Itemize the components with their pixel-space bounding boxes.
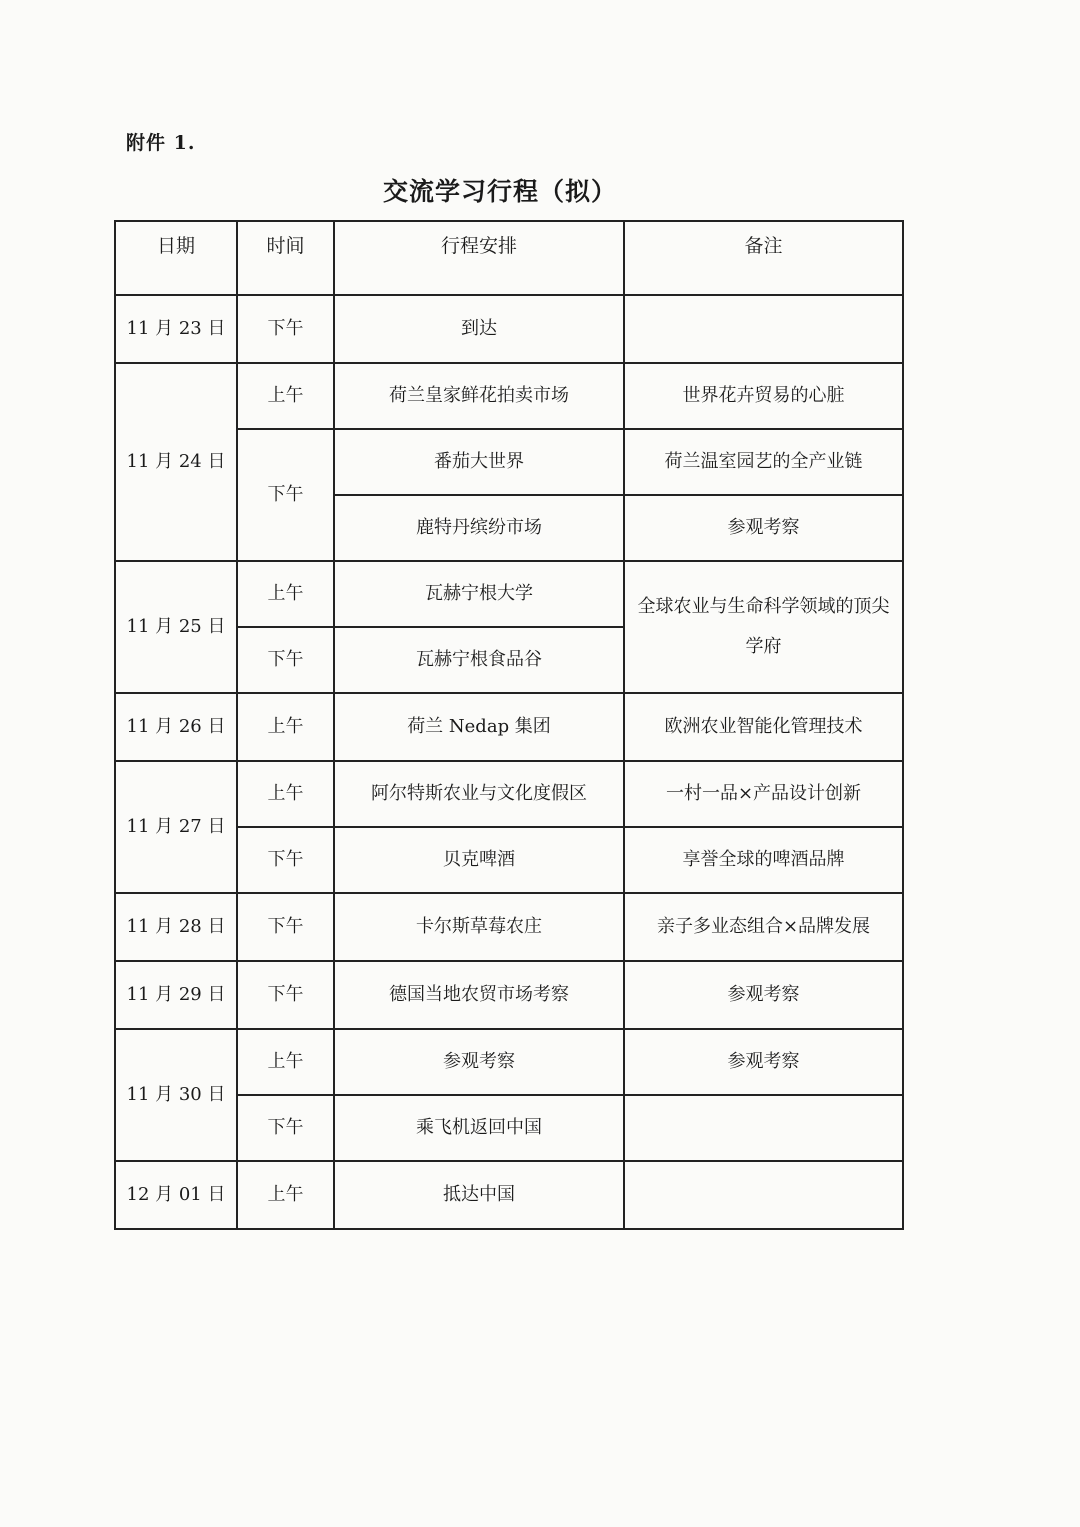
date-cell: 11 月 26 日 xyxy=(115,693,237,761)
table-row xyxy=(115,1161,903,1229)
itinerary-cell: 瓦赫宁根食品谷 xyxy=(334,627,624,693)
header-remarks: 备注 xyxy=(624,221,903,295)
remarks-cell: 参观考察 xyxy=(624,961,903,1029)
itinerary-cell: 鹿特丹缤纷市场 xyxy=(334,495,624,561)
itinerary-cell: 参观考察 xyxy=(334,1029,624,1095)
table-row xyxy=(115,295,903,363)
remarks-cell xyxy=(624,1095,903,1161)
time-cell: 下午 xyxy=(237,627,334,693)
date-cell: 11 月 28 日 xyxy=(115,893,237,961)
time-cell: 下午 xyxy=(237,1095,334,1161)
date-cell: 11 月 30 日 xyxy=(115,1029,237,1161)
time-cell: 下午 xyxy=(237,827,334,893)
remarks-cell: 世界花卉贸易的心脏 xyxy=(624,363,903,429)
time-cell: 上午 xyxy=(237,363,334,429)
header-date: 日期 xyxy=(115,221,237,295)
time-cell: 下午 xyxy=(237,893,334,961)
table-header-row xyxy=(115,221,903,295)
date-cell: 11 月 24 日 xyxy=(115,363,237,561)
remarks-cell: 一村一品×产品设计创新 xyxy=(624,761,903,827)
time-cell: 上午 xyxy=(237,761,334,827)
remarks-cell xyxy=(624,295,903,363)
remarks-cell xyxy=(624,1161,903,1229)
itinerary-cell: 番茄大世界 xyxy=(334,429,624,495)
time-cell: 下午 xyxy=(237,295,334,363)
remarks-cell: 参观考察 xyxy=(624,495,903,561)
remarks-cell: 全球农业与生命科学领域的顶尖学府 xyxy=(624,561,903,693)
date-cell: 11 月 25 日 xyxy=(115,561,237,693)
time-cell: 上午 xyxy=(237,561,334,627)
table-row xyxy=(115,961,903,1029)
itinerary-cell: 卡尔斯草莓农庄 xyxy=(334,893,624,961)
time-cell: 上午 xyxy=(237,693,334,761)
itinerary-table xyxy=(114,220,904,1230)
remarks-cell: 享誉全球的啤酒品牌 xyxy=(624,827,903,893)
itinerary-cell: 荷兰皇家鲜花拍卖市场 xyxy=(334,363,624,429)
time-cell: 上午 xyxy=(237,1029,334,1095)
table-row xyxy=(115,1029,903,1095)
date-cell: 11 月 29 日 xyxy=(115,961,237,1029)
itinerary-cell: 到达 xyxy=(334,295,624,363)
table-row xyxy=(115,561,903,627)
time-cell: 下午 xyxy=(237,961,334,1029)
remarks-cell: 荷兰温室园艺的全产业链 xyxy=(624,429,903,495)
header-itinerary: 行程安排 xyxy=(334,221,624,295)
table-row xyxy=(115,363,903,429)
table-row xyxy=(115,893,903,961)
header-time: 时间 xyxy=(237,221,334,295)
itinerary-cell: 贝克啤酒 xyxy=(334,827,624,893)
table-row xyxy=(115,761,903,827)
itinerary-cell: 乘飞机返回中国 xyxy=(334,1095,624,1161)
document-title: 交流学习行程（拟） xyxy=(382,177,617,206)
itinerary-cell: 德国当地农贸市场考察 xyxy=(334,961,624,1029)
date-cell: 11 月 23 日 xyxy=(115,295,237,363)
itinerary-cell: 阿尔特斯农业与文化度假区 xyxy=(334,761,624,827)
date-cell: 12 月 01 日 xyxy=(115,1161,237,1229)
time-cell: 上午 xyxy=(237,1161,334,1229)
remarks-cell: 欧洲农业智能化管理技术 xyxy=(624,693,903,761)
itinerary-cell: 瓦赫宁根大学 xyxy=(334,561,624,627)
date-cell: 11 月 27 日 xyxy=(115,761,237,893)
remarks-cell: 亲子多业态组合×品牌发展 xyxy=(624,893,903,961)
time-cell: 下午 xyxy=(237,429,334,561)
itinerary-cell: 抵达中国 xyxy=(334,1161,624,1229)
itinerary-cell: 荷兰 Nedap 集团 xyxy=(334,693,624,761)
remarks-cell: 参观考察 xyxy=(624,1029,903,1095)
attachment-label: 附件 1. xyxy=(126,132,196,154)
table-row xyxy=(115,693,903,761)
